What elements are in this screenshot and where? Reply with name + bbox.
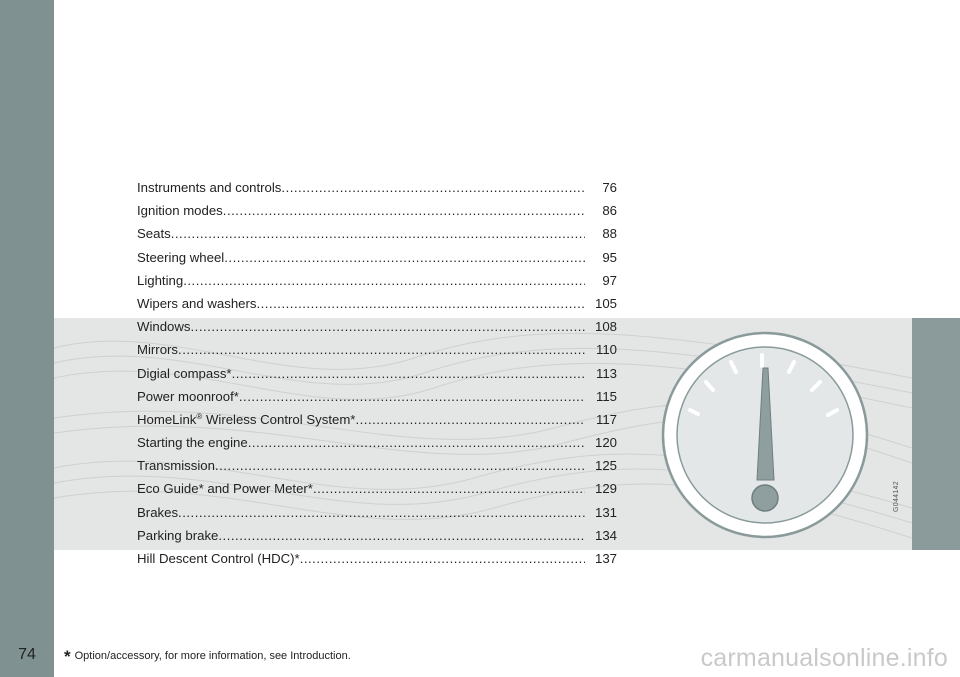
toc-leader-dots bbox=[223, 203, 585, 218]
toc-item[interactable] bbox=[137, 551, 617, 574]
toc-leader-dots bbox=[355, 412, 585, 427]
toc-leader-dots bbox=[215, 458, 585, 473]
footnote-star: * bbox=[64, 647, 71, 666]
right-section-tab bbox=[912, 318, 960, 550]
toc-leader-dots bbox=[171, 226, 585, 241]
toc-item[interactable] bbox=[137, 481, 617, 504]
toc-item[interactable] bbox=[137, 296, 617, 319]
toc-item-title: Eco Guide* and Power Meter* bbox=[137, 481, 313, 497]
toc-leader-dots bbox=[183, 273, 585, 288]
toc-item-title: Mirrors bbox=[137, 342, 179, 358]
toc-item[interactable] bbox=[137, 528, 617, 551]
toc-leader-dots bbox=[218, 528, 585, 543]
toc-leader-dots bbox=[232, 366, 585, 381]
toc-item-title: Windows bbox=[137, 319, 191, 335]
toc-item-title: Seats bbox=[137, 226, 171, 242]
toc-item-title: Power moonroof* bbox=[137, 388, 239, 404]
page-number: 74 bbox=[18, 646, 36, 663]
toc-item[interactable] bbox=[137, 412, 617, 435]
toc-leader-dots bbox=[178, 505, 585, 520]
toc-leader-dots bbox=[248, 435, 585, 450]
toc-item-page: 110 bbox=[595, 342, 617, 358]
toc-item-title: Digial compass* bbox=[137, 365, 232, 381]
toc-item[interactable] bbox=[137, 366, 617, 389]
registered-mark: ® bbox=[196, 411, 203, 421]
toc-item-page: 131 bbox=[594, 504, 617, 520]
toc-leader-dots bbox=[256, 296, 585, 311]
toc-item[interactable] bbox=[137, 342, 617, 365]
toc-item-title: Ignition modes bbox=[137, 203, 223, 219]
toc-item-page: 115 bbox=[595, 388, 617, 404]
toc-item-title: Parking brake bbox=[137, 527, 219, 543]
toc-item[interactable] bbox=[137, 319, 617, 342]
toc-item[interactable] bbox=[137, 505, 617, 528]
toc-item[interactable] bbox=[137, 458, 617, 481]
toc-leader-dots bbox=[239, 389, 585, 404]
toc-leader-dots bbox=[224, 250, 585, 265]
toc-item[interactable] bbox=[137, 273, 617, 296]
footnote-text: Option/accessory, for more information, see Introduction. bbox=[74, 650, 351, 662]
toc-item-page: 125 bbox=[594, 458, 617, 474]
toc-item-page: 137 bbox=[594, 551, 617, 566]
toc-item-page: 113 bbox=[595, 365, 617, 381]
footnote bbox=[64, 647, 351, 667]
toc-item-page: 117 bbox=[595, 411, 617, 427]
toc-item-page: 120 bbox=[594, 435, 617, 451]
toc-item-title: Instruments and controls bbox=[137, 180, 282, 195]
toc-item-page: 76 bbox=[602, 180, 617, 195]
toc-item-title: HomeLink® Wireless Control System* bbox=[137, 411, 356, 427]
toc-item[interactable] bbox=[137, 250, 617, 273]
toc-item[interactable] bbox=[137, 203, 617, 226]
toc-item[interactable] bbox=[137, 435, 617, 458]
toc-leader-dots bbox=[313, 481, 585, 496]
toc-item-page: 86 bbox=[602, 203, 617, 219]
toc-item-page: 129 bbox=[594, 481, 617, 497]
toc-item-title: Wipers and washers bbox=[137, 295, 257, 311]
toc-item-title: Steering wheel bbox=[137, 249, 225, 265]
watermark: carmanualsonline.info bbox=[700, 644, 948, 672]
image-code: G044142 bbox=[893, 481, 900, 512]
left-margin-bar bbox=[0, 0, 54, 677]
toc-item-title: Starting the engine bbox=[137, 435, 248, 451]
toc-leader-dots bbox=[300, 551, 585, 566]
toc-item[interactable] bbox=[137, 180, 617, 203]
toc-leader-dots bbox=[281, 180, 585, 195]
toc-item-page: 88 bbox=[602, 226, 617, 242]
toc-item-title: Brakes bbox=[137, 504, 179, 520]
toc-item-page: 105 bbox=[594, 295, 617, 311]
toc-item-page: 134 bbox=[594, 527, 617, 543]
toc-leader-dots bbox=[178, 342, 585, 357]
toc-item-title: Hill Descent Control (HDC)* bbox=[137, 551, 300, 566]
table-of-contents bbox=[137, 180, 617, 574]
speedometer-gauge-icon bbox=[660, 330, 870, 540]
toc-item-page: 108 bbox=[594, 319, 617, 335]
toc-item[interactable] bbox=[137, 226, 617, 249]
toc-item[interactable] bbox=[137, 389, 617, 412]
toc-leader-dots bbox=[191, 319, 585, 334]
toc-item-page: 95 bbox=[602, 249, 617, 265]
toc-item-page: 97 bbox=[602, 272, 617, 288]
toc-item-title: Transmission bbox=[137, 458, 215, 474]
toc-item-title: Lighting bbox=[137, 272, 184, 288]
